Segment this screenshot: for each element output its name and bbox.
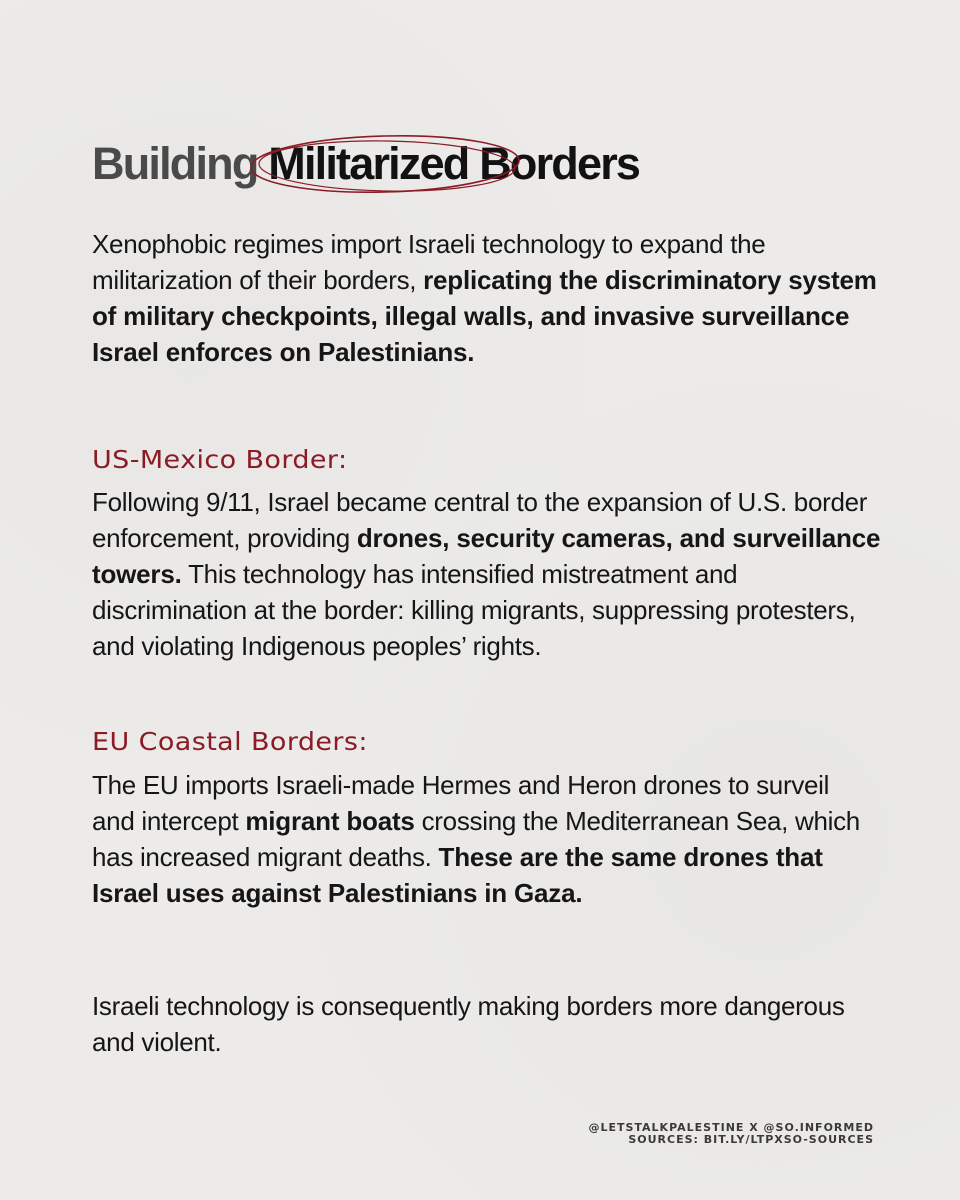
us-text-1: Following 9/11, Israel became central to the expansion of U.S. border enforcement, providing [92,487,868,553]
title-word-building: Building [92,138,258,189]
us-mexico-paragraph [92,484,892,664]
hand-drawn-circle-icon [246,130,526,200]
intro-paragraph [92,226,882,370]
us-text-2: This technology has intensified mistreatment and discrimination at the border: killing migrants, suppressing protesters, and violating Indigenous peoples’ rights. [92,559,856,661]
eu-text-2: crossing the Mediterranean Sea, which has increased migrant deaths. [92,806,860,872]
title-word-militarized-text: Militarized [268,138,469,189]
us-mexico-heading: US-Mexico Border: [92,445,348,475]
eu-text-1: The EU imports Israeli-made Hermes and Heron drones to surveil and intercept [92,770,830,836]
eu-bold-text-2: These are the same drones that Israel uses against Palestinians in Gaza. [92,842,823,908]
closing-paragraph: Israeli technology is consequently making borders more dangerous and violent. [92,991,845,1057]
credits-sources: SOURCES: BIT.LY/LTPXSO-SOURCES [628,1133,874,1146]
eu-coastal-paragraph [92,767,872,911]
intro-bold-text: replicating the discriminatory system of military checkpoints, illegal walls, and invasive surveillance Israel enforces on Palestinians. [92,265,877,367]
us-bold-text: drones, security cameras, and surveillance towers. [92,523,881,589]
eu-coastal-heading: EU Coastal Borders: [92,727,368,757]
eu-bold-text-1: migrant boats [245,806,415,836]
credits-handles: @LETSTALKPALESTINE X @SO.INFORMED [588,1121,874,1134]
page-title [92,136,639,192]
credits [588,1122,874,1146]
title-word-militarized [268,136,468,192]
title-word-borders: Borders [479,138,640,189]
intro-text: Xenophobic regimes import Israeli technology to expand the militarization of their borders, [92,229,766,295]
